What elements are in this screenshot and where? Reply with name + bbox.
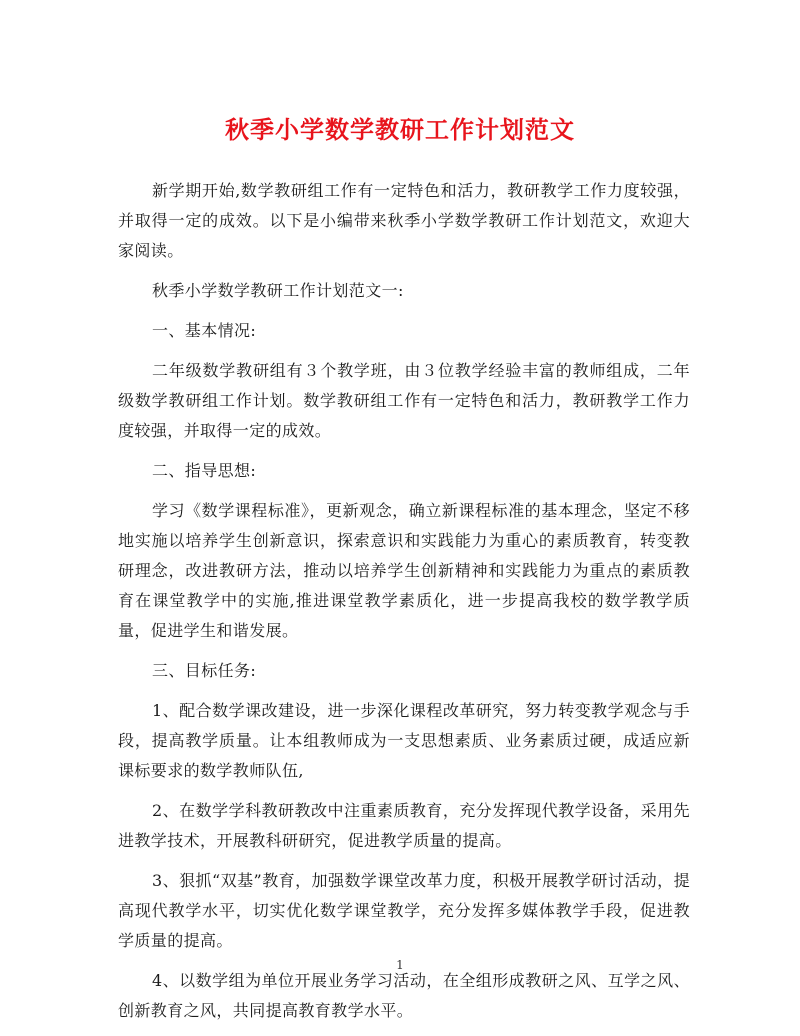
paragraph-guiding-thought: 学习《数学课程标准》，更新观念，确立新课程标准的基本理念，坚定不移地实施以培养学生创新意识，探索意识和实践能力为重心的素质教育，转变教研理念，改进教研方法，推动以培养学生创新精神和实践能力为重点的素质教育在课堂教学中的实施,推进课堂教学素质化，进一步提高我校的数学教学质量，促进学生和谐发展。 [118,501,690,640]
goal-item-1: 1、配合数学课改建设，进一步深化课程改革研究，努力转变教学观念与手段，提高教学质量。让本组教师成为一支思想素质、业务素质过硬，成适应新课标要求的数学教师队伍, [118,701,690,780]
document-body [118,176,690,1026]
section-heading-sample-one: 秋季小学数学教研工作计划范文一: [152,281,404,300]
page-number: 1 [396,958,404,972]
goal-item-2: 2、在数学学科教研教改中注重素质教育，充分发挥现代教学设备，采用先进教学技术，开展教科研研究，促进教学质量的提高。 [118,801,690,850]
section-heading-basic-situation: 一、基本情况: [152,321,257,340]
section-heading-guiding-thought: 二、指导思想: [152,461,257,480]
intro-paragraph: 新学期开始,数学教研组工作有一定特色和活力，教研教学工作力度较强，并取得一定的成效。以下是小编带来秋季小学数学教研工作计划范文，欢迎大家阅读。 [118,181,690,260]
goal-item-4: 4、以数学组为单位开展业务学习活动，在全组形成教研之风、互学之风、创新教育之风，共同提高教育教学水平。 [118,971,690,1020]
paragraph-basic-situation: 二年级数学教研组有３个教学班，由３位教学经验丰富的教师组成，二年级数学教研组工作计划。数学教研组工作有一定特色和活力，教研教学工作力度较强，并取得一定的成效。 [118,361,690,440]
goal-item-3: 3、狠抓“双基”教育，加强数学课堂改革力度，积极开展教学研讨活动，提高现代教学水平，切实优化数学课堂教学，充分发挥多媒体教学手段，促进教学质量的提高。 [118,871,690,950]
document-title: 秋季小学数学教研工作计划范文 [225,115,575,144]
section-heading-goals: 三、目标任务: [152,661,257,680]
